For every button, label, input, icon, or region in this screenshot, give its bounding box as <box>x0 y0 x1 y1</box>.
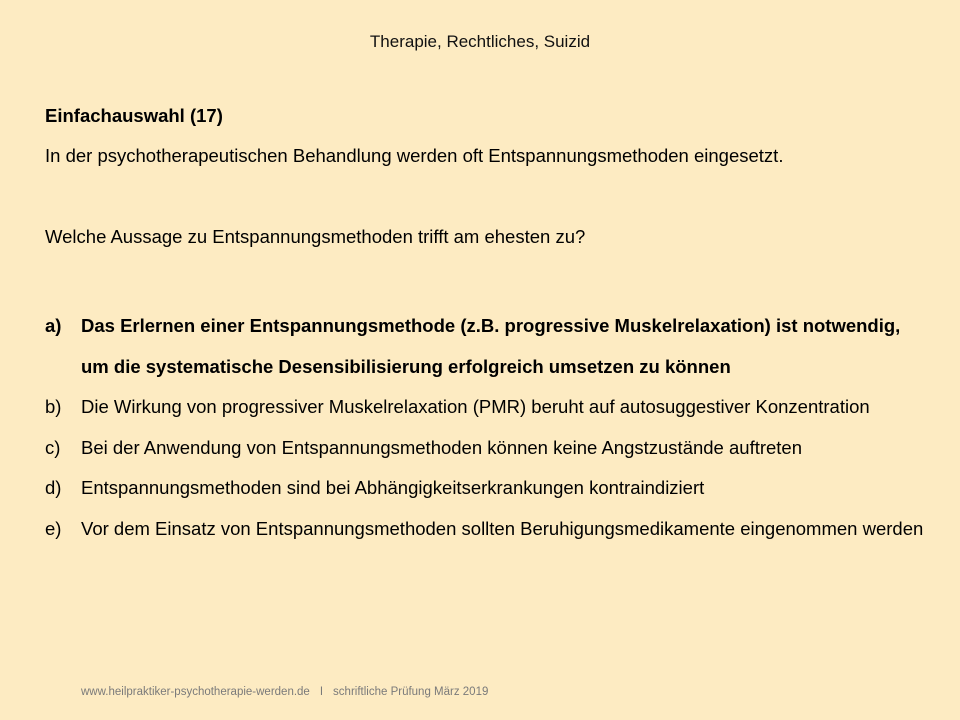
question-content <box>45 104 925 549</box>
option-text: Vor dem Einsatz von Entspannungsmethoden sollten Beruhigungsmedikamente eingenommen werden <box>81 517 924 539</box>
option-text: Das Erlernen einer Entspannungsmethode (z.B. progressive Muskelrelaxation) ist notwendig, um die systematische Desensibilisierung erfolgreich umsetzen zu können <box>81 315 901 377</box>
option-letter: b) <box>45 396 62 417</box>
slide-title: Therapie, Rechtliches, Suizid <box>369 32 591 51</box>
option-letter: e) <box>45 517 62 539</box>
question-text: Welche Aussage zu Entspannungsmethoden trifft am ehesten zu? <box>45 226 586 247</box>
option-letter: a) <box>45 315 62 336</box>
footer-separator: I <box>319 686 324 698</box>
footer-exam: schriftliche Prüfung März 2019 <box>333 686 489 698</box>
question-intro: In der psychotherapeutischen Behandlung werden oft Entspannungsmethoden eingesetzt. <box>45 145 784 166</box>
slide-footer <box>81 686 488 698</box>
question-heading: Einfachauswahl (17) <box>45 105 223 126</box>
answer-option-e <box>45 509 925 550</box>
option-letter: d) <box>45 477 62 498</box>
option-text: Die Wirkung von progressiver Muskelrelaxation (PMR) beruht auf autosuggestiver Konzentration <box>81 396 870 417</box>
footer-url: www.heilpraktiker-psychotherapie-werden.de <box>81 686 310 698</box>
option-letter: c) <box>45 436 61 458</box>
option-text: Entspannungsmethoden sind bei Abhängigkeitserkrankungen kontraindiziert <box>81 477 705 498</box>
answer-option-d <box>45 468 925 509</box>
answer-option-b <box>45 387 925 428</box>
answer-option-a <box>45 306 925 387</box>
answer-options <box>45 306 925 549</box>
option-text: Bei der Anwendung von Entspannungsmethoden können keine Angstzustände auftreten <box>81 436 803 458</box>
answer-option-c <box>45 428 925 469</box>
